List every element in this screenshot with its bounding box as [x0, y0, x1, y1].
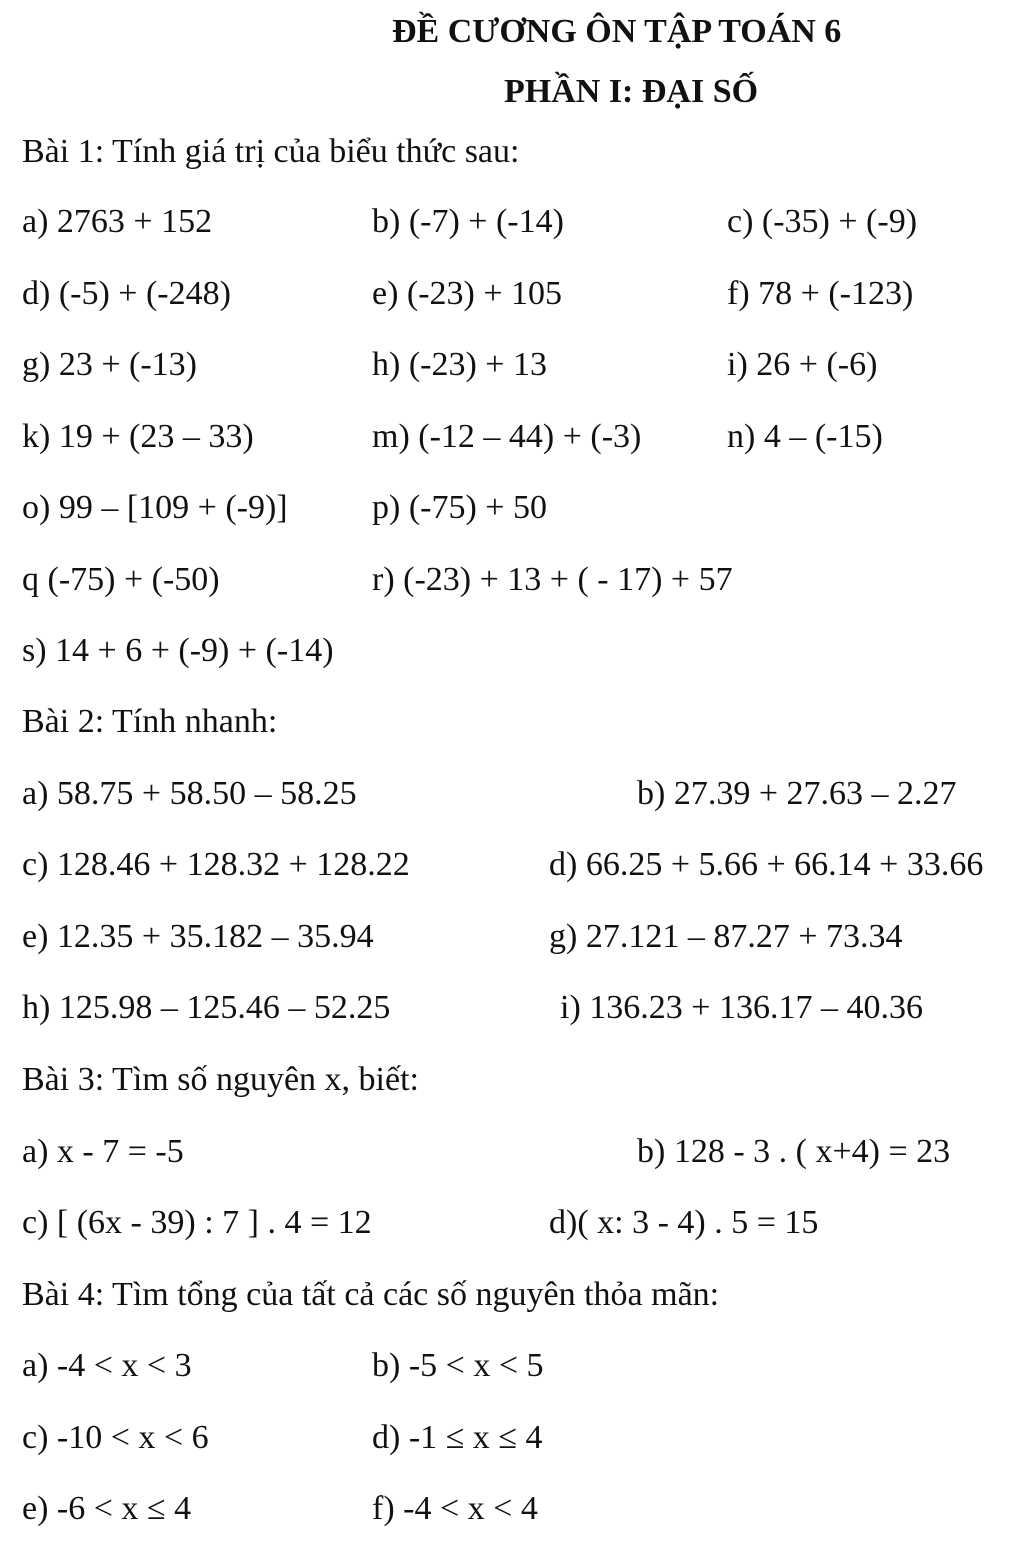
exercise-item: c) [ (6x - 39) : 7 ] . 4 = 12 — [22, 1204, 372, 1241]
exercise-item: b) 27.39 + 27.63 – 2.27 — [637, 775, 957, 812]
exercise-item: e) -6 < x ≤ 4 — [22, 1490, 192, 1527]
exercise-item: b) -5 < x < 5 — [372, 1347, 544, 1384]
exercise-item: c) 128.46 + 128.32 + 128.22 — [22, 846, 410, 883]
exercise-item: p) (-75) + 50 — [372, 489, 547, 526]
exercise-item: b) 128 - 3 . ( x+4) = 23 — [637, 1133, 951, 1170]
bai4-heading: Bài 4: Tìm tổng của tất cả các số nguyên thỏa mãn: — [22, 1276, 720, 1313]
exercise-item: o) 99 – [109 + (-9)] — [22, 489, 288, 526]
exercise-item: b) (-7) + (-14) — [372, 203, 564, 240]
exercise-item: e) 12.35 + 35.182 – 35.94 — [22, 918, 374, 955]
exercise-item: i) 26 + (-6) — [727, 346, 878, 383]
exercise-item: d) -1 ≤ x ≤ 4 — [372, 1419, 543, 1456]
exercise-item: q (-75) + (-50) — [22, 561, 220, 598]
exercise-item: d) 66.25 + 5.66 + 66.14 + 33.66 — [549, 846, 984, 883]
exercise-item: f) -4 < x < 4 — [372, 1490, 538, 1527]
exercise-item: n) 4 – (-15) — [727, 418, 883, 455]
exercise-item: a) 2763 + 152 — [22, 203, 213, 240]
exercise-item: c) -10 < x < 6 — [22, 1419, 209, 1456]
exercise-item: r) (-23) + 13 + ( - 17) + 57 — [372, 561, 733, 598]
exercise-item: a) 58.75 + 58.50 – 58.25 — [22, 775, 357, 812]
exercise-item: g) 23 + (-13) — [22, 346, 197, 383]
exercise-item: d)( x: 3 - 4) . 5 = 15 — [549, 1204, 819, 1241]
exercise-item: s) 14 + 6 + (-9) + (-14) — [22, 632, 334, 669]
bai1-heading: Bài 1: Tính giá trị của biểu thức sau: — [22, 133, 520, 170]
exercise-item: e) (-23) + 105 — [372, 275, 563, 312]
exercise-item: g) 27.121 – 87.27 + 73.34 — [549, 918, 903, 955]
exercise-item: k) 19 + (23 – 33) — [22, 418, 254, 455]
exercise-item: m) (-12 – 44) + (-3) — [372, 418, 642, 455]
exercise-item: d) (-5) + (-248) — [22, 275, 231, 312]
exercise-item: h) (-23) + 13 — [372, 346, 547, 383]
bai3-heading: Bài 3: Tìm số nguyên x, biết: — [22, 1061, 419, 1098]
exercise-item: f) 78 + (-123) — [727, 275, 914, 312]
exercise-item: c) (-35) + (-9) — [727, 203, 918, 240]
exercise-item: a) -4 < x < 3 — [22, 1347, 192, 1384]
bai2-heading: Bài 2: Tính nhanh: — [22, 703, 278, 740]
exercise-item: h) 125.98 – 125.46 – 52.25 — [22, 989, 391, 1026]
exercise-item: a) x - 7 = -5 — [22, 1133, 184, 1170]
exercise-item: i) 136.23 + 136.17 – 40.36 — [560, 989, 923, 1026]
doc-title: ĐỀ CƯƠNG ÔN TẬP TOÁN 6 — [392, 13, 842, 50]
doc-subtitle: PHẦN I: ĐẠI SỐ — [504, 73, 759, 110]
